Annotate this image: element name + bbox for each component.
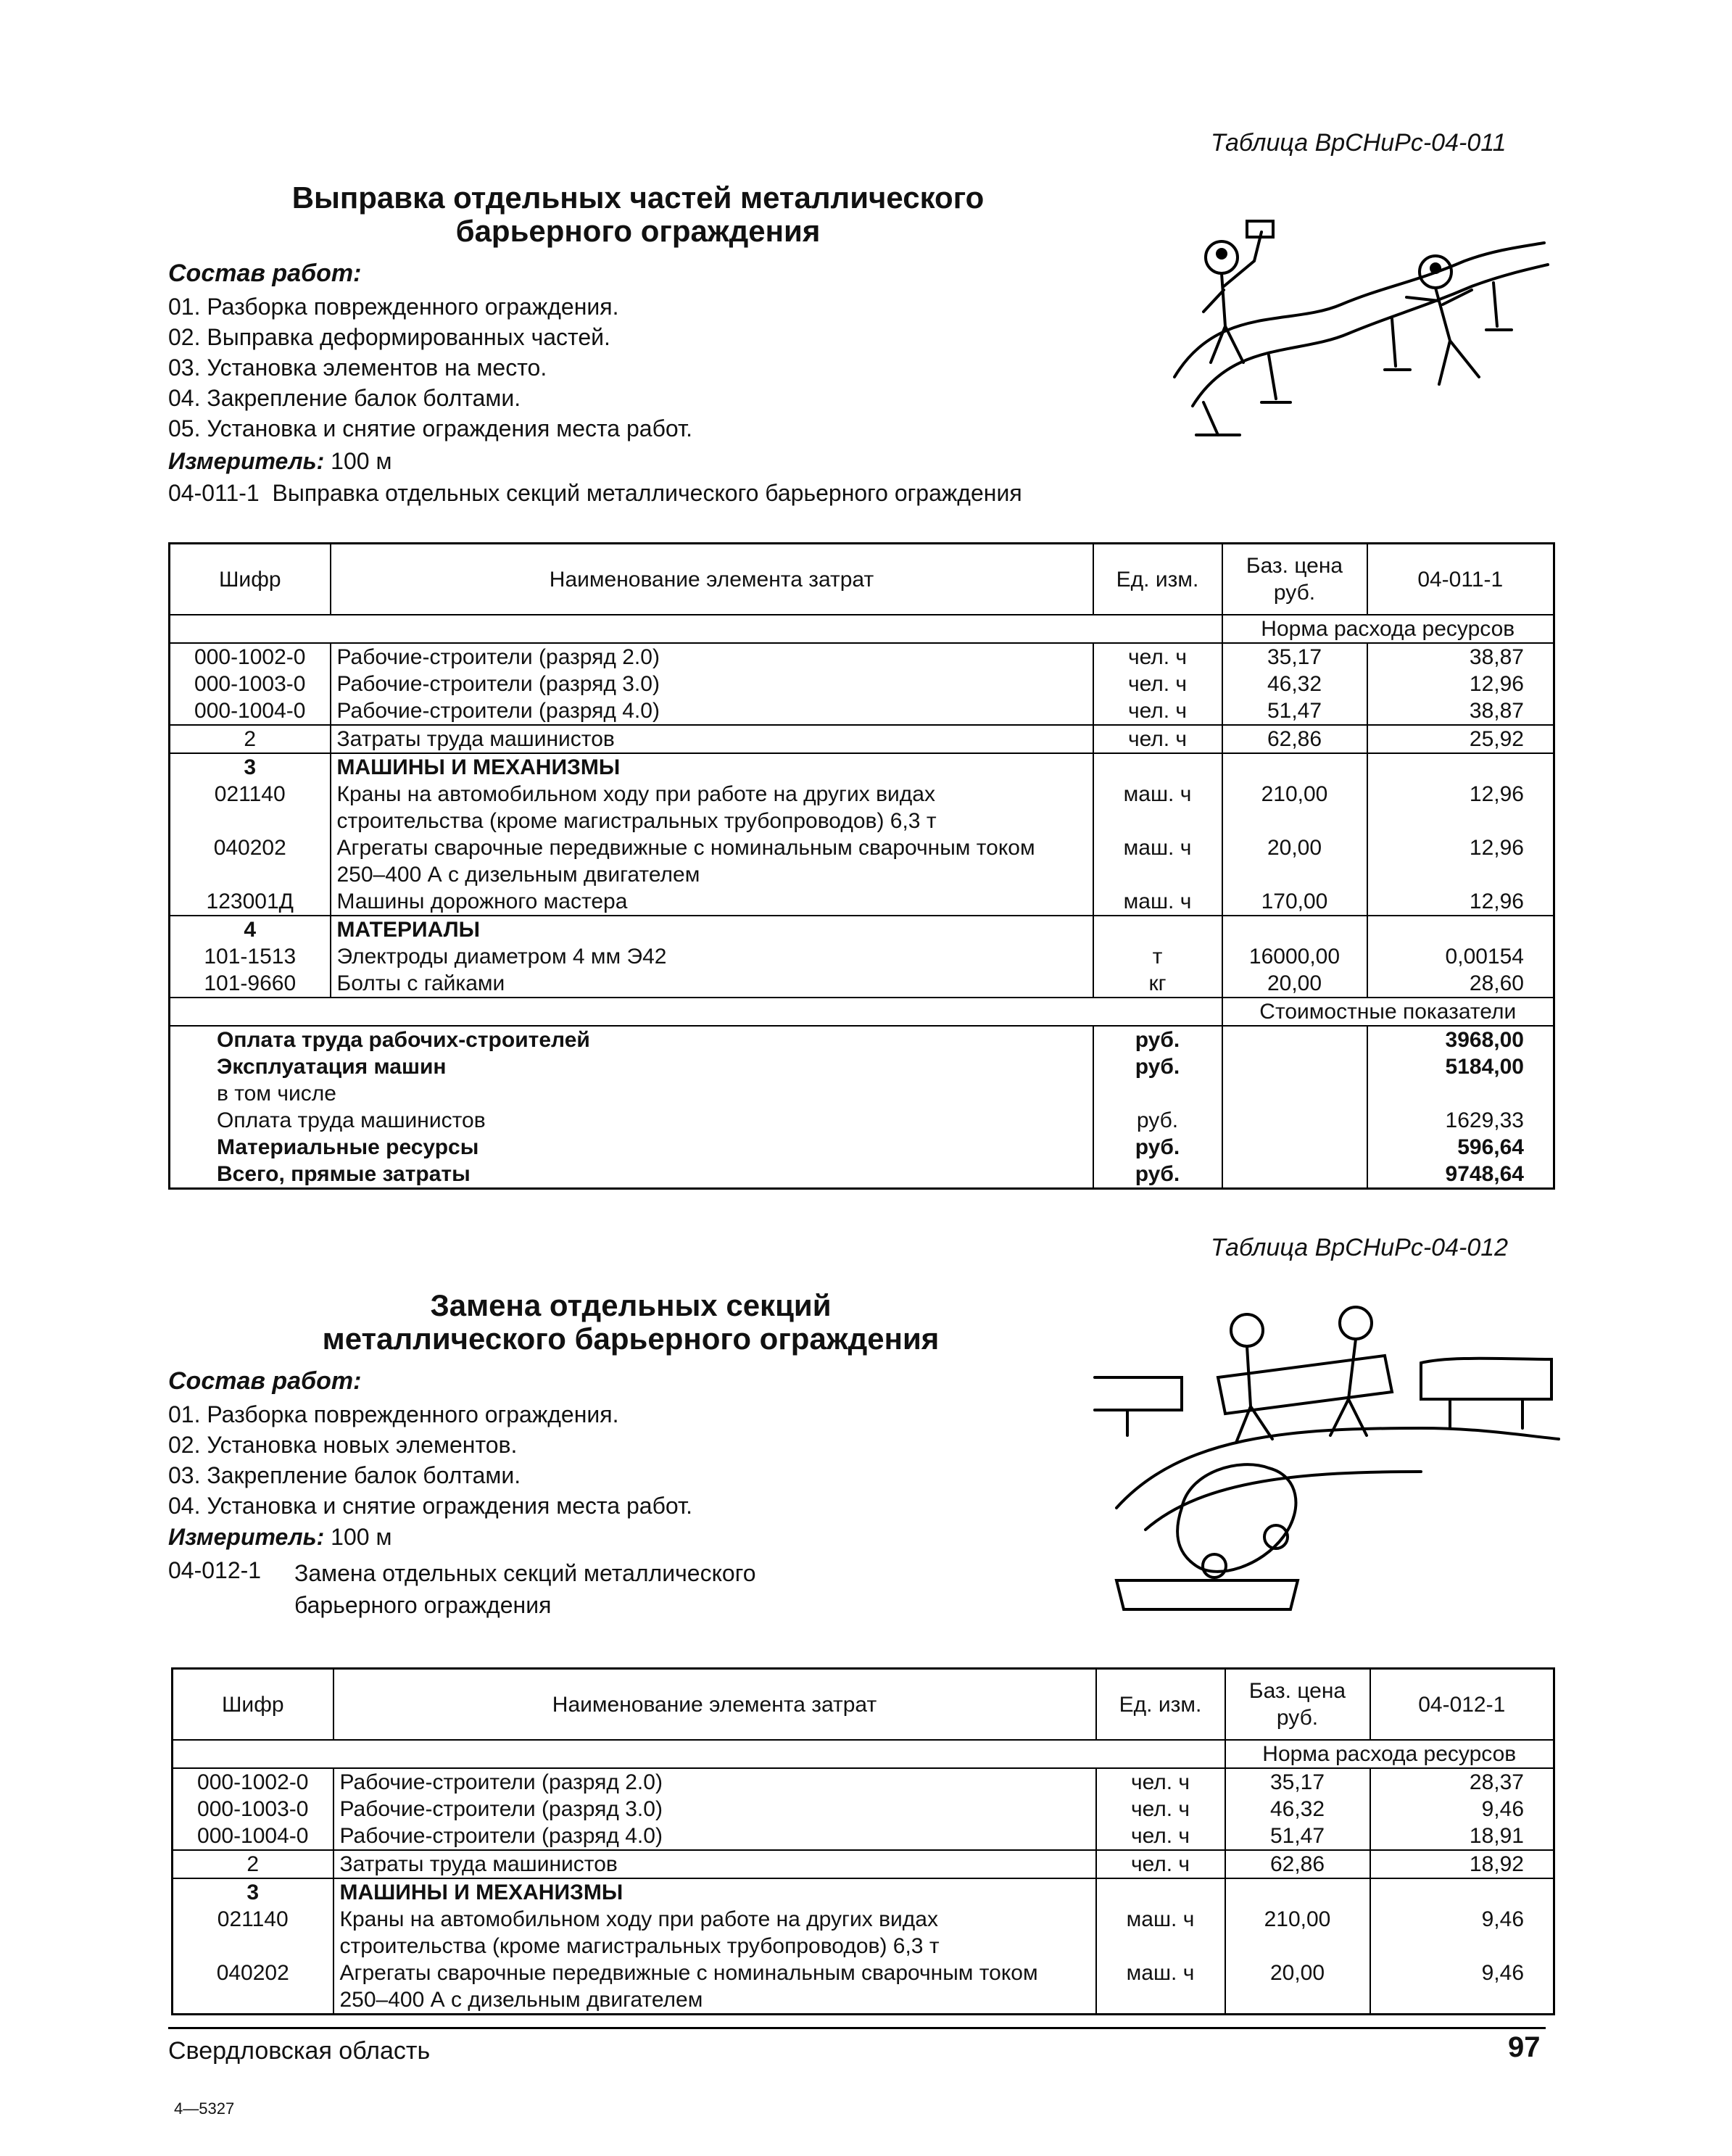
row-code: 3 bbox=[173, 1878, 333, 1906]
work-item: 02. Выправка деформированных частей. bbox=[168, 324, 610, 350]
cost-row bbox=[170, 1134, 1554, 1161]
row-norm-value: 38,87 bbox=[1469, 699, 1524, 723]
row-name: МАТЕРИАЛЫ bbox=[331, 916, 1093, 943]
row-norm-value: 12,96 bbox=[1469, 672, 1524, 696]
col-header-name: Наименование элемента затрат bbox=[333, 1669, 1096, 1741]
row-norm-value: 12,96 bbox=[1469, 836, 1524, 860]
norm-subheader-row bbox=[170, 615, 1554, 643]
table-header-row bbox=[170, 544, 1554, 615]
row-code: 2 bbox=[170, 725, 331, 753]
row-price: 20,00 bbox=[1222, 834, 1367, 888]
cost-unit: руб. bbox=[1093, 1053, 1222, 1080]
row-code: 000-1003-0 bbox=[170, 671, 331, 697]
table-row bbox=[173, 1878, 1554, 1906]
row-name: Агрегаты сварочные передвижные с номинальным сварочным током 250–400 А с дизельным двигателем bbox=[331, 834, 1093, 888]
row-code: 021140 bbox=[173, 1906, 333, 1960]
table-label: Таблица ВрСНиРс-04-011 bbox=[1211, 129, 1507, 157]
cost-unit bbox=[1093, 1080, 1222, 1107]
title-line: барьерного ограждения bbox=[455, 214, 821, 248]
row-name: Рабочие-строители (разряд 2.0) bbox=[331, 643, 1093, 671]
row-price: 46,32 bbox=[1225, 1796, 1370, 1823]
cost-name: Оплата труда рабочих-строителей bbox=[170, 1026, 1093, 1053]
cost-price-empty bbox=[1222, 1053, 1367, 1080]
row-price: 51,47 bbox=[1225, 1823, 1370, 1850]
table-label: Таблица ВрСНиРс-04-012 bbox=[1211, 1234, 1509, 1261]
row-code: 4 bbox=[170, 916, 331, 943]
cost-row bbox=[170, 1161, 1554, 1189]
row-name: Болты с гайками bbox=[331, 970, 1093, 998]
table-row bbox=[170, 753, 1554, 781]
cost-rows bbox=[170, 1026, 1554, 1189]
title-line: Выправка отдельных частей металлического bbox=[291, 181, 985, 215]
cost-value bbox=[1367, 1080, 1554, 1107]
cost-name: Всего, прямые затраты bbox=[170, 1161, 1093, 1189]
cost-name: Оплата труда машинистов bbox=[170, 1107, 1093, 1134]
row-norm-value: 12,96 bbox=[1469, 890, 1524, 913]
cost-value: 5184,00 bbox=[1445, 1055, 1524, 1079]
row-name: Затраты труда машинистов bbox=[331, 725, 1093, 753]
work-description-line: барьерного ограждения bbox=[294, 1592, 552, 1618]
table-row bbox=[173, 1768, 1554, 1796]
row-norm-value: 9,46 bbox=[1481, 1797, 1524, 1821]
cost-row bbox=[170, 1080, 1554, 1107]
row-name: Агрегаты сварочные передвижные с номинальным сварочным током 250–400 А с дизельным двигателем bbox=[333, 1960, 1096, 2015]
table-row bbox=[170, 643, 1554, 671]
guardrail-replacement-illustration bbox=[1073, 1290, 1566, 1638]
work-code: 04-011-1 bbox=[168, 480, 260, 506]
row-unit: маш. ч bbox=[1096, 1960, 1225, 2015]
row-unit: маш. ч bbox=[1093, 781, 1222, 834]
work-list bbox=[168, 1399, 692, 1521]
row-price: 210,00 bbox=[1222, 781, 1367, 834]
row-norm-value: 9,46 bbox=[1481, 1961, 1524, 1985]
table-row bbox=[170, 725, 1554, 753]
row-code: 101-1513 bbox=[170, 943, 331, 970]
cost-name: в том числе bbox=[170, 1080, 1093, 1107]
row-code: 040202 bbox=[173, 1960, 333, 2015]
page-number: 97 bbox=[1508, 2031, 1541, 2063]
row-price: 51,47 bbox=[1222, 697, 1367, 725]
row-price: 16000,00 bbox=[1222, 943, 1367, 970]
col-header-price: Баз. цена руб. bbox=[1222, 544, 1367, 615]
row-name: Затраты труда машинистов bbox=[333, 1850, 1096, 1878]
work-item: 03. Закрепление балок болтами. bbox=[168, 1462, 521, 1488]
row-norm-value: 0,00154 bbox=[1445, 945, 1524, 969]
work-item: 05. Установка и снятие ограждения места работ. bbox=[168, 415, 692, 441]
row-price: 210,00 bbox=[1225, 1906, 1370, 1960]
work-composition-header: Состав работ: bbox=[168, 1367, 362, 1395]
table-row bbox=[170, 671, 1554, 697]
cost-unit: руб. bbox=[1093, 1026, 1222, 1053]
row-unit: чел. ч bbox=[1096, 1796, 1225, 1823]
row-price: 35,17 bbox=[1222, 643, 1367, 671]
footer-divider bbox=[168, 2027, 1546, 2029]
work-description bbox=[294, 1557, 755, 1621]
row-name: Рабочие-строители (разряд 4.0) bbox=[333, 1823, 1096, 1850]
row-price bbox=[1222, 753, 1367, 781]
table-row bbox=[170, 697, 1554, 725]
row-name: Рабочие-строители (разряд 3.0) bbox=[331, 671, 1093, 697]
cost-price-empty bbox=[1222, 1134, 1367, 1161]
cost-row bbox=[170, 1026, 1554, 1053]
row-name: Рабочие-строители (разряд 2.0) bbox=[333, 1768, 1096, 1796]
measure-value: 100 м bbox=[331, 1524, 392, 1550]
row-price: 62,86 bbox=[1222, 725, 1367, 753]
col-header-name: Наименование элемента затрат bbox=[331, 544, 1093, 615]
row-code: 3 bbox=[170, 753, 331, 781]
row-unit: т bbox=[1093, 943, 1222, 970]
row-unit: маш. ч bbox=[1096, 1906, 1225, 1960]
row-unit bbox=[1093, 916, 1222, 943]
row-name: Краны на автомобильном ходу при работе на других видах строительства (кроме магистральных трубопроводов) 6,3 т bbox=[333, 1906, 1096, 1960]
row-unit: маш. ч bbox=[1093, 834, 1222, 888]
row-code: 000-1004-0 bbox=[173, 1823, 333, 1850]
work-item: 01. Разборка поврежденного ограждения. bbox=[168, 1401, 619, 1427]
row-code: 2 bbox=[173, 1850, 333, 1878]
col-header-norm: 04-011-1 bbox=[1367, 544, 1554, 615]
row-code: 040202 bbox=[170, 834, 331, 888]
row-price bbox=[1225, 1878, 1370, 1906]
row-code: 021140 bbox=[170, 781, 331, 834]
row-name: Рабочие-строители (разряд 3.0) bbox=[333, 1796, 1096, 1823]
table-row bbox=[173, 1796, 1554, 1823]
row-norm-value: 38,87 bbox=[1469, 645, 1524, 669]
cost-value: 3968,00 bbox=[1445, 1028, 1524, 1052]
resource-rows bbox=[170, 643, 1554, 998]
row-norm-value: 18,91 bbox=[1469, 1824, 1524, 1848]
cost-unit: руб. bbox=[1093, 1134, 1222, 1161]
title-line: металлического барьерного ограждения bbox=[322, 1322, 940, 1356]
col-header-price: Баз. цена руб. bbox=[1225, 1669, 1370, 1741]
work-composition-header: Состав работ: bbox=[168, 260, 362, 287]
row-name: Электроды диаметром 4 мм Э42 bbox=[331, 943, 1093, 970]
row-norm-value: 25,92 bbox=[1367, 725, 1554, 753]
col-header-code: Шифр bbox=[173, 1669, 333, 1741]
measure-label: Измеритель: bbox=[168, 448, 325, 474]
cost-row bbox=[170, 1053, 1554, 1080]
row-price: 20,00 bbox=[1222, 970, 1367, 998]
col-header-unit: Ед. изм. bbox=[1096, 1669, 1225, 1741]
section-title bbox=[239, 1289, 1022, 1356]
row-norm-value bbox=[1370, 1878, 1554, 1906]
work-description-line: Замена отдельных секций металлического bbox=[294, 1560, 756, 1586]
table-row bbox=[173, 1850, 1554, 1878]
measure-label: Измеритель: bbox=[168, 1524, 325, 1550]
measure-unit bbox=[168, 448, 391, 475]
row-unit: чел. ч bbox=[1096, 1768, 1225, 1796]
row-unit: чел. ч bbox=[1093, 725, 1222, 753]
table-row bbox=[173, 1906, 1554, 1960]
row-code: 000-1002-0 bbox=[170, 643, 331, 671]
work-item: 04. Закрепление балок болтами. bbox=[168, 385, 521, 411]
table-row bbox=[170, 916, 1554, 943]
row-name: Рабочие-строители (разряд 4.0) bbox=[331, 697, 1093, 725]
table-row bbox=[173, 1823, 1554, 1850]
table-row bbox=[170, 943, 1554, 970]
row-norm-value: 9,46 bbox=[1481, 1907, 1524, 1931]
work-item: 04. Установка и снятие ограждения места работ. bbox=[168, 1493, 692, 1519]
row-name: Краны на автомобильном ходу при работе на других видах строительства (кроме магистральных трубопроводов) 6,3 т bbox=[331, 781, 1093, 834]
title-line: Замена отдельных секций bbox=[430, 1288, 832, 1322]
cost-price-empty bbox=[1222, 1107, 1367, 1134]
row-unit bbox=[1093, 753, 1222, 781]
row-name: МАШИНЫ И МЕХАНИЗМЫ bbox=[331, 753, 1093, 781]
col-header-norm: 04-012-1 bbox=[1370, 1669, 1554, 1741]
row-unit: чел. ч bbox=[1093, 643, 1222, 671]
norm-subheader: Норма расхода ресурсов bbox=[1225, 1740, 1554, 1768]
cost-value: 9748,64 bbox=[1445, 1162, 1524, 1186]
row-price: 46,32 bbox=[1222, 671, 1367, 697]
col-header-unit: Ед. изм. bbox=[1093, 544, 1222, 615]
resource-table bbox=[171, 1667, 1555, 2015]
section-title bbox=[174, 181, 1102, 248]
work-list bbox=[168, 291, 692, 444]
row-name: Машины дорожного мастера bbox=[331, 888, 1093, 916]
table-row bbox=[173, 1960, 1554, 2015]
work-code: 04-012-1 bbox=[168, 1557, 262, 1583]
measure-unit bbox=[168, 1524, 391, 1551]
cost-value: 596,64 bbox=[1457, 1135, 1524, 1159]
row-norm-value bbox=[1367, 916, 1554, 943]
print-code: 4—5327 bbox=[174, 2099, 235, 2118]
cost-value: 1629,33 bbox=[1445, 1108, 1524, 1132]
row-unit: чел. ч bbox=[1096, 1850, 1225, 1878]
row-unit: кг bbox=[1093, 970, 1222, 998]
row-norm-value: 12,96 bbox=[1469, 782, 1524, 806]
work-item: 03. Установка элементов на место. bbox=[168, 355, 547, 381]
row-code: 000-1003-0 bbox=[173, 1796, 333, 1823]
row-unit: чел. ч bbox=[1093, 671, 1222, 697]
work-code-line bbox=[168, 480, 1022, 507]
table-row bbox=[170, 970, 1554, 998]
cost-price-empty bbox=[1222, 1026, 1367, 1053]
col-header-code: Шифр bbox=[170, 544, 331, 615]
row-norm-value bbox=[1367, 753, 1554, 781]
cost-name: Материальные ресурсы bbox=[170, 1134, 1093, 1161]
row-unit: чел. ч bbox=[1096, 1823, 1225, 1850]
row-norm-value: 28,37 bbox=[1469, 1770, 1524, 1794]
work-description: Выправка отдельных секций металлического барьерного ограждения bbox=[272, 480, 1022, 506]
row-norm-value: 18,92 bbox=[1370, 1850, 1554, 1878]
work-item: 01. Разборка поврежденного ограждения. bbox=[168, 294, 619, 320]
work-item: 02. Установка новых элементов. bbox=[168, 1432, 518, 1458]
row-unit: маш. ч bbox=[1093, 888, 1222, 916]
cost-subheader: Стоимостные показатели bbox=[1222, 998, 1554, 1026]
cost-subheader-row bbox=[170, 998, 1554, 1026]
cost-unit: руб. bbox=[1093, 1161, 1222, 1189]
cost-unit: руб. bbox=[1093, 1107, 1222, 1134]
row-norm-value: 28,60 bbox=[1469, 971, 1524, 995]
cost-name: Эксплуатация машин bbox=[170, 1053, 1093, 1080]
footer-region: Свердловская область bbox=[168, 2037, 431, 2065]
table-header-row bbox=[173, 1669, 1554, 1741]
row-price: 170,00 bbox=[1222, 888, 1367, 916]
row-code: 101-9660 bbox=[170, 970, 331, 998]
row-unit bbox=[1096, 1878, 1225, 1906]
norm-subheader: Норма расхода ресурсов bbox=[1222, 615, 1554, 643]
table-row bbox=[170, 781, 1554, 834]
row-price: 35,17 bbox=[1225, 1768, 1370, 1796]
row-price: 62,86 bbox=[1225, 1850, 1370, 1878]
row-unit: чел. ч bbox=[1093, 697, 1222, 725]
norm-subheader-row bbox=[173, 1740, 1554, 1768]
table-row bbox=[170, 888, 1554, 916]
cost-row bbox=[170, 1107, 1554, 1134]
measure-value: 100 м bbox=[331, 448, 392, 474]
row-code: 000-1002-0 bbox=[173, 1768, 333, 1796]
row-code: 000-1004-0 bbox=[170, 697, 331, 725]
row-price: 20,00 bbox=[1225, 1960, 1370, 2015]
resource-table bbox=[168, 542, 1555, 1190]
cost-price-empty bbox=[1222, 1161, 1367, 1189]
resource-rows bbox=[173, 1768, 1554, 2015]
guardrail-repair-illustration bbox=[1153, 217, 1559, 457]
row-name: МАШИНЫ И МЕХАНИЗМЫ bbox=[333, 1878, 1096, 1906]
row-code: 123001Д bbox=[170, 888, 331, 916]
cost-price-empty bbox=[1222, 1080, 1367, 1107]
row-price bbox=[1222, 916, 1367, 943]
table-row bbox=[170, 834, 1554, 888]
